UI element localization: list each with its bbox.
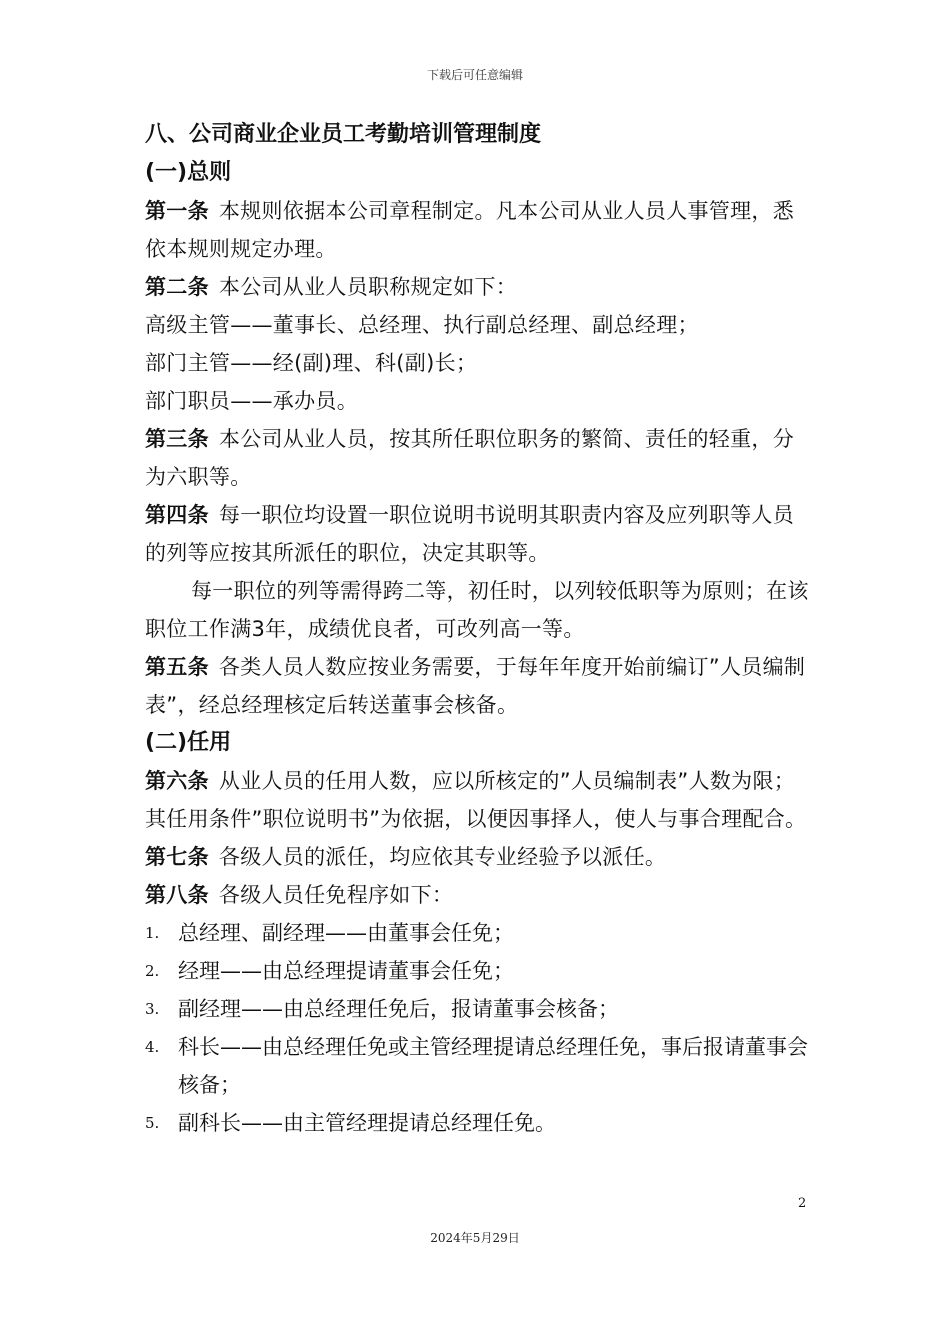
list-text: 经理——由总经理提请董事会任免； [178,959,514,983]
title-line: 部门主管——经(副)理、科(副)长； [145,351,478,375]
list-number: 5. [145,1114,160,1132]
article-text: 各级人员的派任，均应依其专业经验予以派任。 [218,845,667,869]
article-1 [145,192,813,268]
list-item [145,1028,813,1104]
article-text: 每一职位均设置一职位说明书说明其职责内容及应列职等人员的列等应按其所派任的职位，决定其职等。 [145,503,795,565]
section-heading-general: (一)总则 [145,160,232,185]
appointment-list [145,914,813,1142]
article-text: 本公司从业人员职称规定如下： [218,275,518,299]
article-label: 第五条 [145,655,209,679]
list-number: 3. [145,1000,160,1018]
list-text: 科长——由总经理任免或主管经理提请总经理任免，事后报请董事会核备； [178,1035,808,1097]
list-text: 总经理、副经理——由董事会任免； [178,921,514,945]
page-number: 2 [798,1196,807,1211]
list-item [145,914,813,952]
article-label: 第七条 [145,845,209,869]
page-header: 下载后可任意编辑 [426,68,523,82]
list-item [145,1104,813,1142]
article-text: 各级人员任免程序如下： [218,883,454,907]
article-6 [145,762,813,838]
article-label: 第三条 [145,427,209,451]
article-3 [145,420,813,496]
document-body [145,116,813,1142]
article-text: 本规则依据本公司章程制定。凡本公司从业人员人事管理，悉依本规则规定办理。 [145,199,795,261]
article-text: 各类人员人数应按业务需要，于每年年度开始前编订”人员编制表”，经总经理核定后转送董事会核备。 [145,655,806,717]
list-number: 2. [145,962,160,980]
list-number: 1. [145,924,160,942]
article-2 [145,268,813,306]
article-8 [145,876,813,914]
article-label: 第八条 [145,883,209,907]
article-label: 第一条 [145,199,209,223]
section-heading-appointment: (二)任用 [145,730,232,755]
article-label: 第六条 [145,769,209,793]
title-line: 高级主管——董事长、总经理、执行副总经理、副总经理； [145,313,699,337]
list-text: 副经理——由总经理任免后，报请董事会核备； [178,997,619,1021]
article-label: 第二条 [145,275,209,299]
article-text: 本公司从业人员，按其所任职位职务的繁简、责任的轻重，分为六职等。 [145,427,795,489]
document-title: 八、公司商业企业员工考勤培训管理制度 [145,122,542,147]
page-footer-date: 2024年5月29日 [430,1231,520,1245]
article-label: 第四条 [145,503,209,527]
title-line: 部门职员——承办员。 [145,389,358,413]
article-4 [145,496,813,572]
article-4-paragraph: 每一职位的列等需得跨二等，初任时，以列较低职等为原则；在该职位工作满3年，成绩优良者，可改列高一等。 [145,579,809,641]
article-text: 从业人员的任用人数，应以所核定的”人员编制表”人数为限；其任用条件”职位说明书”为依据，以便因事择人，使人与事合理配合。 [145,769,807,831]
article-5 [145,648,813,724]
list-item [145,990,813,1028]
article-7 [145,838,813,876]
list-number: 4. [145,1038,160,1056]
list-text: 副科长——由主管经理提请总经理任免。 [178,1111,556,1135]
list-item [145,952,813,990]
